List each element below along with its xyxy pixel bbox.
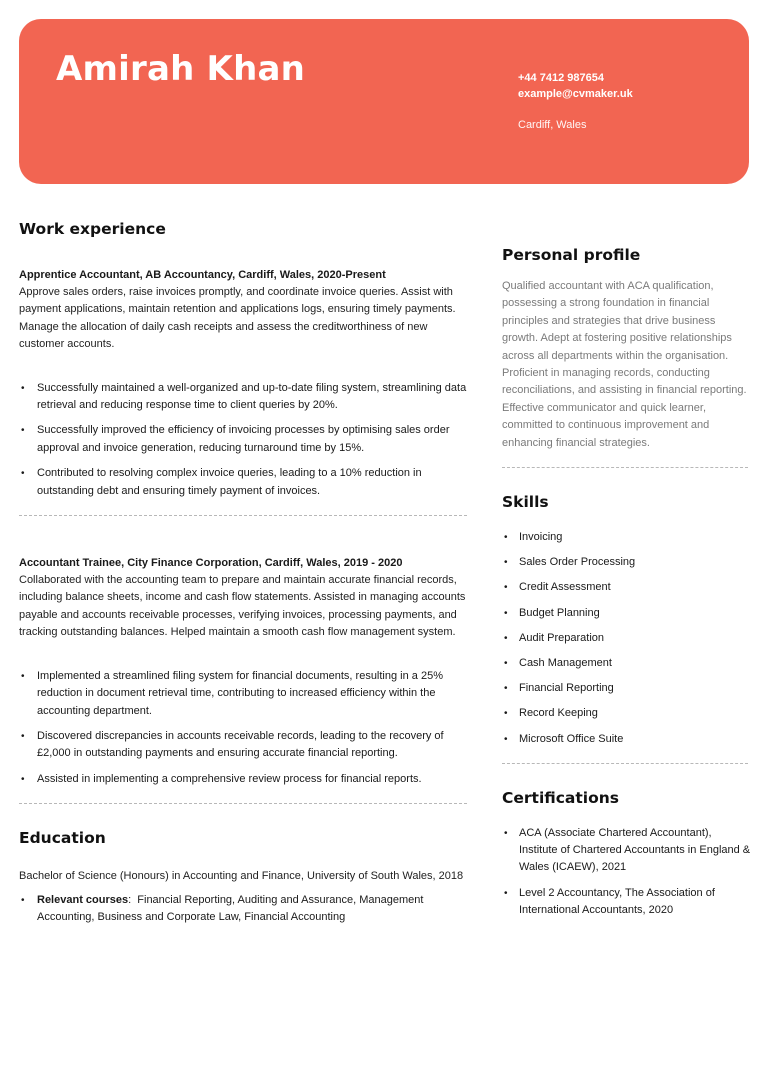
certification-item: • ACA (Associate Chartered Accountant), Institute of Chartered Accountants in England & Wales (ICAEW), 2021 — [502, 825, 752, 877]
divider — [19, 803, 467, 804]
certification-item: • Level 2 Accountancy, The Association of International Accountants, 2020 — [502, 885, 752, 920]
job-entry — [19, 555, 467, 788]
skill-item: • Sales Order Processing — [502, 554, 752, 571]
skill-item: • Audit Preparation — [502, 630, 752, 647]
contact-info — [518, 70, 633, 133]
skill-item: • Invoicing — [502, 529, 752, 546]
job-entry — [19, 267, 467, 500]
job-bullet: • Successfully improved the efficiency of invoicing processes by optimising sales order approval and invoice generation, reducing turnaround time by 15%. — [19, 422, 467, 457]
education-heading: Education — [19, 829, 106, 848]
relevant-courses: • Relevant courses: Financial Reporting, Auditing and Assurance, Management Accounting, Business and Corporate Law, Financial Accounting — [19, 892, 467, 927]
work-experience-heading: Work experience — [19, 220, 166, 238]
job-summary: Collaborated with the accounting team to prepare and maintain accurate financial records, including balance sheets, income and cash flow statements. Assisted in managing accounts payable and accounts receivable processes, verifying invoices, processing payments, and tracking outstanding balances. Helped maintain a smooth cash flow management system. — [19, 574, 466, 639]
divider — [502, 467, 748, 468]
skills-heading: Skills — [502, 493, 549, 512]
job-bullet: • Discovered discrepancies in accounts receivable records, leading to the recovery of £2,000 in outstanding payments and ensuring accurate financial reporting. — [19, 728, 467, 763]
divider — [19, 515, 467, 516]
skill-item: • Credit Assessment — [502, 579, 752, 596]
job-title: Accountant Trainee, City Finance Corporation, Cardiff, Wales, 2019 - 2020 — [19, 557, 403, 570]
sidebar-column — [502, 246, 752, 928]
skill-item: • Cash Management — [502, 655, 752, 672]
courses-list: Financial Reporting, Auditing and Assurance, Management Accounting, Business and Corporate Law, Financial Accounting — [37, 893, 424, 923]
header-banner — [19, 19, 749, 184]
divider — [502, 763, 748, 764]
job-title: Apprentice Accountant, AB Accountancy, Cardiff, Wales, 2020-Present — [19, 269, 386, 281]
main-column — [19, 220, 467, 934]
skill-item: • Financial Reporting — [502, 680, 752, 697]
job-bullet: • Successfully maintained a well-organized and up-to-date filing system, streamlining data retrieval and reducing response time to client queries by 20%. — [19, 380, 467, 415]
skill-item: • Record Keeping — [502, 705, 752, 722]
phone-number[interactable]: +44 7412 987654 — [518, 72, 604, 84]
courses-label: Relevant courses — [37, 893, 129, 906]
skill-item: • Microsoft Office Suite — [502, 731, 752, 748]
degree: Bachelor of Science (Honours) in Accounting and Finance, University of South Wales, 2018 — [19, 870, 464, 883]
profile-text: Qualified accountant with ACA qualification, possessing a strong foundation in financial principles and strategies that drive business growth. Adept at fostering positive relationships across all departments within the organisation. Proficient in managing records, conducting reconciliations, and assisting in financial reporting. Effective communicator and quick learner, committed to continuous improvement and enhancing financial strategies. — [502, 280, 747, 449]
personal-profile-heading: Personal profile — [502, 246, 641, 264]
job-bullet: • Implemented a streamlined filing system for financial documents, resulting in a 25% reduction in document retrieval time, contributing to increased efficiency within the accounting department. — [19, 668, 467, 720]
email-address[interactable]: example@cvmaker.uk — [518, 88, 633, 100]
candidate-name: Amirah Khan — [56, 49, 306, 89]
job-summary: Approve sales orders, raise invoices promptly, and coordinate invoice queries. Assist with payment applications, maintain retention and applications logs, ensuring timely payments. Manage the allocation of daily cash receipts and assess the creditworthiness of new customer accounts. — [19, 286, 456, 351]
certifications-heading: Certifications — [502, 788, 620, 807]
skill-item: • Budget Planning — [502, 605, 752, 622]
job-bullet: • Contributed to resolving complex invoice queries, leading to a 10% reduction in outstanding debt and ensuring timely payment of invoices. — [19, 465, 467, 500]
location: Cardiff, Wales — [518, 119, 587, 131]
job-bullet: • Assisted in implementing a comprehensive review process for financial reports. — [19, 771, 467, 788]
